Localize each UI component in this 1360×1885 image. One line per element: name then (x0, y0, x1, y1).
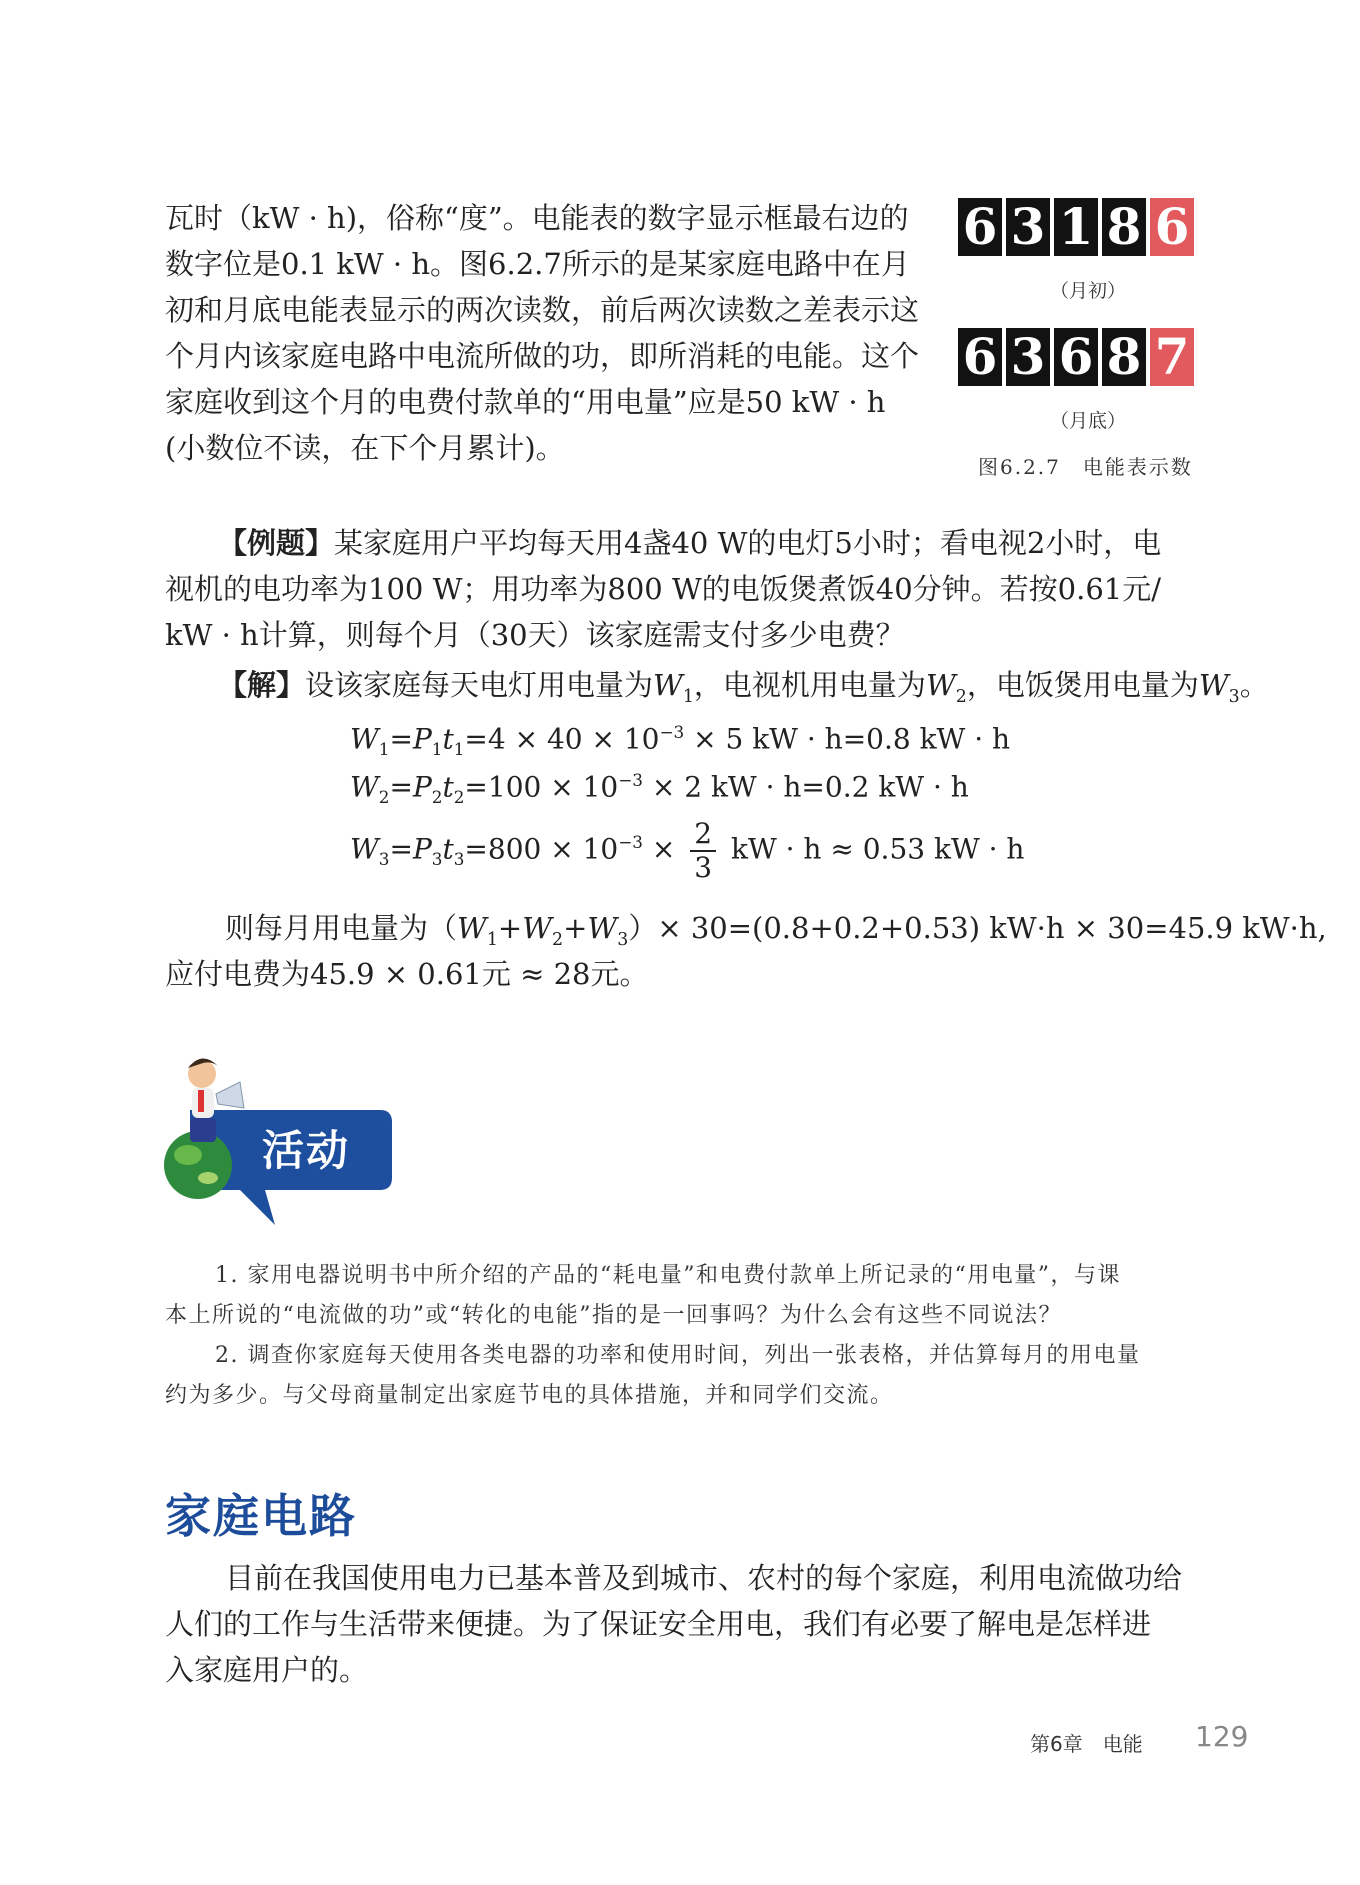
example-line: 视机的电功率为100 W；用功率为800 W的电饭煲煮饭40分钟。若按0.61元/ (165, 572, 1161, 606)
solution-text: 则每月用电量为（ (225, 911, 458, 945)
section-line: 目前在我国使用电力已基本普及到城市、农村的每个家庭，利用电流做功给 (225, 1561, 1183, 1595)
meter-digit: 6 (958, 198, 1002, 256)
meter-end-label: （月底） (1050, 410, 1127, 432)
payment-line: 应付电费为45.9 × 0.61元 ≈ 28元。 (165, 957, 649, 991)
meter-start-display (958, 198, 1194, 256)
equation-exponent: −3 (618, 770, 643, 790)
equation-text: =100 × 10 (464, 770, 619, 804)
section-title: 家庭电路 (165, 1489, 357, 1543)
example-line: kW · h计算，则每个月（30天）该家庭需支付多少电费？ (165, 618, 905, 652)
solution-text: ，电饭煲用电量为 (966, 668, 1199, 702)
meter-start-label: （月初） (1050, 280, 1127, 302)
intro-line: 个月内该家庭电路中电流所做的功，即所消耗的电能。这个 (165, 339, 920, 373)
equation-w2: $W_2=P_2t_2=100 \times 10^{-3} \times 2$ kW · h=0.2 kW · h (350, 770, 969, 807)
equation-text: × 2 kW · h=0.2 kW · h (642, 770, 969, 804)
meter-digit: 8 (1102, 328, 1146, 386)
intro-line: 瓦时（kW · h)，俗称“度”。电能表的数字显示框最右边的 (165, 201, 909, 235)
activity-item-line: 2. 调查你家庭每天使用各类电器的功率和使用时间，列出一张表格，并估算每月的用电量 (215, 1343, 1141, 1368)
meter-digit: 3 (1006, 328, 1050, 386)
solution-text: ）× 30=(0.8+0.2+0.53) kW·h × 30=45.9 kW·h, (628, 911, 1327, 945)
equation-text: kW · h ≈ 0.53 kW · h (730, 832, 1025, 866)
example-text: 某家庭用户平均每天用4盏40 W的电灯5小时；看电视2小时，电 (334, 526, 1162, 560)
activity-item-line: 本上所说的“电流做的功”或“转化的电能”指的是一回事吗？为什么会有这些不同说法？ (165, 1303, 1062, 1328)
intro-line: 数字位是0.1 kW · h。图6.2.7所示的是某家庭电路中在月 (165, 247, 910, 281)
activity-item-line: 1. 家用电器说明书中所介绍的产品的“耗电量”和电费付款单上所记录的“用电量”，与课 (215, 1263, 1121, 1288)
equation-w3: $W_3=P_3t_3=800 \times 10^{-3}$ × $\frac{2}{3}$ kW · h ≈ 0.53 kW · h (350, 817, 1025, 884)
meter-digit: 3 (1006, 198, 1050, 256)
equation-text: =4 × 40 × 10 (464, 722, 660, 756)
fraction-numerator: 2 (690, 818, 716, 852)
activity-badge-label: 活动 (262, 1126, 351, 1175)
equation-exponent: −3 (618, 832, 643, 853)
equation-text: × (642, 832, 676, 866)
meter-decimal-digit: 7 (1150, 328, 1194, 386)
equation-text: × 5 kW · h=0.8 kW · h (684, 722, 1011, 756)
intro-line: 初和月底电能表显示的两次读数，前后两次读数之差表示这 (165, 293, 920, 327)
meter-decimal-digit: 6 (1150, 198, 1194, 256)
solution-tag: 【解】 (218, 668, 306, 702)
meter-digit: 6 (1054, 328, 1098, 386)
meter-digit: 6 (958, 328, 1002, 386)
activity-item-line: 约为多少。与父母商量制定出家庭节电的具体措施，并和同学们交流。 (165, 1383, 894, 1408)
fraction-denominator: 3 (694, 851, 713, 884)
intro-line: 家庭收到这个月的电费付款单的“用电量”应是50 kW · h (165, 385, 886, 419)
solution-text: ，电视机用电量为 (693, 668, 926, 702)
solution-text: 设该家庭每天电灯用电量为 (305, 668, 654, 702)
section-line: 入家庭用户的。 (165, 1653, 369, 1687)
equation-exponent: −3 (659, 722, 685, 742)
solution-text: 。 (1239, 668, 1269, 702)
solution-intro: 【解】设该家庭每天电灯用电量为$W_1$，电视机用电量为$W_2$，电饭煲用电量为$W_3$。 (218, 668, 1269, 707)
monthly-usage-line: 则每月用电量为$(W_1+W_2+W_3)\times 30=(0.8+0.2+0.53) kW\cdot h \times 30=45.9$ kW·h, (225, 911, 1327, 950)
example-tag: 【例题】 (218, 526, 335, 560)
figure-caption: 图6.2.7 电能表示数 (978, 455, 1193, 479)
intro-line: (小数位不读，在下个月累计)。 (165, 431, 565, 465)
fraction (690, 818, 716, 884)
meter-digit: 1 (1054, 198, 1098, 256)
meter-digit: 8 (1102, 198, 1146, 256)
equation-w1: $W_1=P_1t_1=4 \times 40 \times 10^{-3} \times 5$ kW · h=0.8 kW · h (350, 722, 1011, 759)
equation-text: =800 × 10 (464, 832, 619, 866)
meter-end-display (958, 328, 1194, 386)
section-line: 人们的工作与生活带来便捷。为了保证安全用电，我们有必要了解电是怎样进 (165, 1607, 1152, 1641)
example-line (218, 520, 1161, 566)
page-number: 129 (1195, 1720, 1249, 1753)
footer-chapter: 第6章 电能 (1030, 1732, 1143, 1756)
